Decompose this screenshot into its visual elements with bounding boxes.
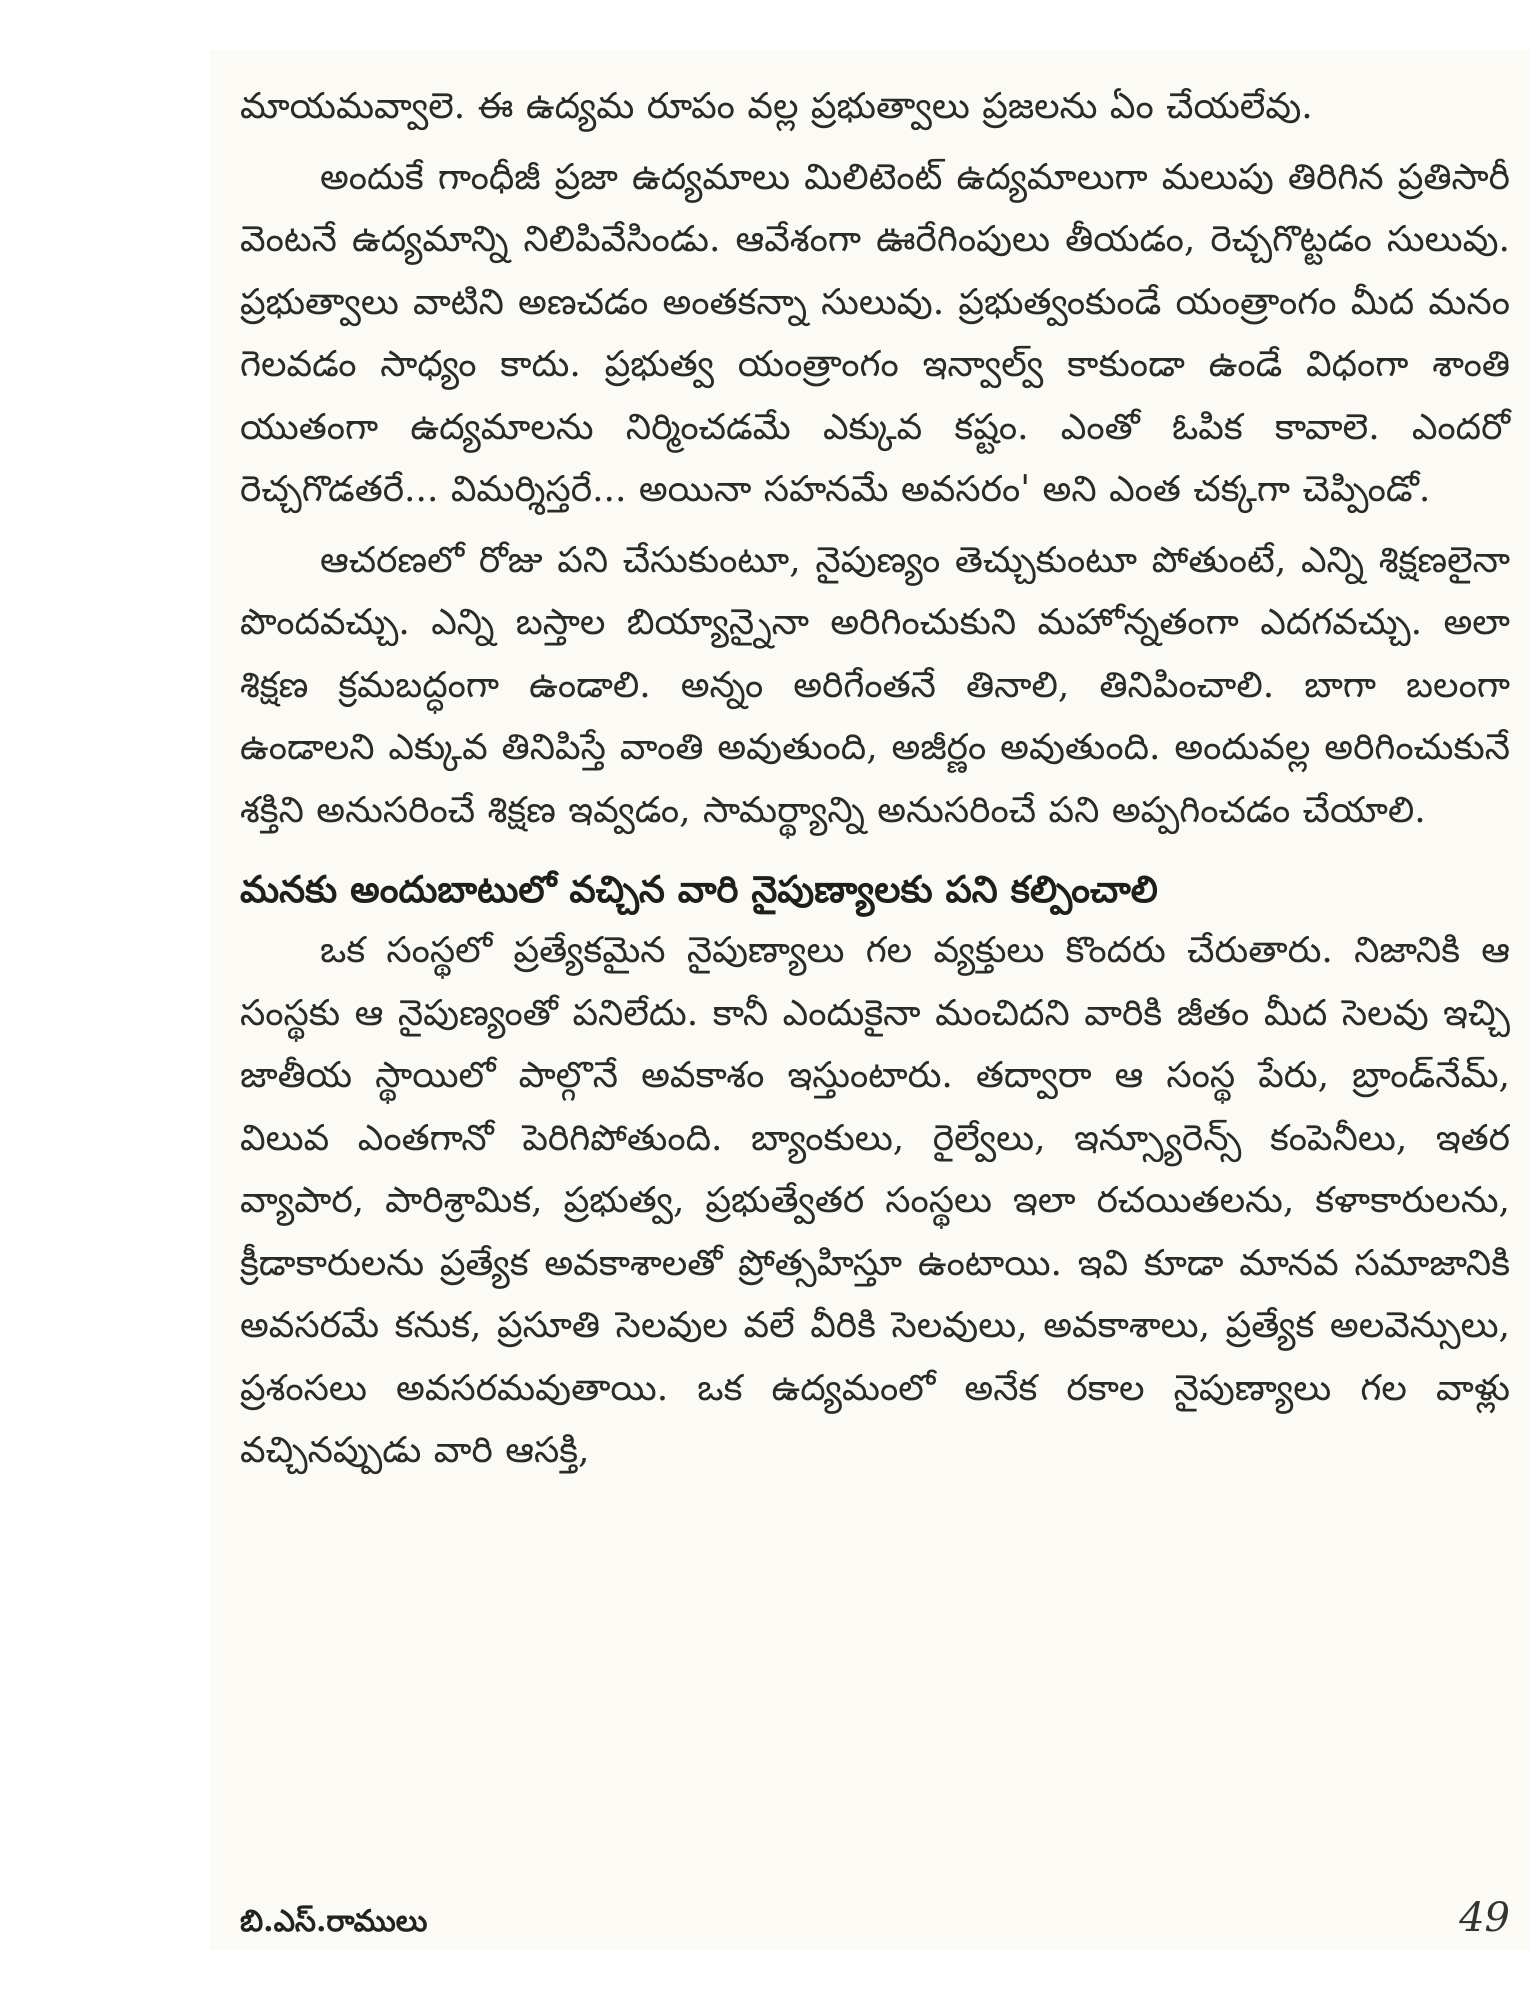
paragraph-4: ఒక సంస్థలో ప్రత్యేకమైన నైపుణ్యాలు గల వ్యక్తులు కొందరు చేరుతారు. నిజానికి ఆ సంస్థకు ఆ నైపుణ్యంతో పనిలేదు. కానీ ఎందుకైనా మంచిదని వారికి జీతం మీద సెలవు ఇచ్చి జాతీయ స్థాయిలో పాల్గొనే అవకాశం ఇస్తుంటారు. తద్వారా ఆ సంస్థ పేరు, బ్రాండ్‌నేమ్, విలువ ఎంతగానో పెరిగిపోతుంది. బ్యాంకులు, రైల్వేలు, ఇన్స్యూరెన్స్ కంపెనీలు, ఇతర వ్యాపార, పారిశ్రామిక, ప్రభుత్వ, ప్రభుత్వేతర సంస్థలు ఇలా రచయితలను, కళాకారులను, క్రీడాకారులను ప్రత్యేక అవకాశాలతో ప్రోత్సహిస్తూ ఉంటాయి. ఇవి కూడా మానవ సమాజానికి అవసరమే కనుక, ప్రసూతి సెలవుల వలే వీరికి సెలవులు, అవకాశాలు, ప్రత్యేక అలవెన్సులు, ప్రశంసలు అవసరమవుతాయి. ఒక ఉద్యమంలో అనేక రకాల నైపుణ్యాలు గల వాళ్లు వచ్చినప్పుడు వారి ఆసక్తి, bbox=[240, 930, 1510, 1471]
book-page bbox=[210, 50, 1530, 1950]
page-number: 49 bbox=[1459, 1895, 1510, 1941]
paragraph-3: ఆచరణలో రోజు పని చేసుకుంటూ, నైపుణ్యం తెచ్చుకుంటూ పోతుంటే, ఎన్ని శిక్షణలైనా పొందవచ్చు. ఎన్ని బస్తాల బియ్యాన్నైనా అరిగించుకుని మహోన్నతంగా ఎదగవచ్చు. అలా శిక్షణ క్రమబద్ధంగా ఉండాలి. అన్నం అరిగేంతనే తినాలి, తినిపించాలి. బాగా బలంగా ఉండాలని ఎక్కువ తినిపిస్తే వాంతి అవుతుంది, అజీర్ణం అవుతుంది. అందువల్ల అరిగించుకునే శక్తిని అనుసరించే శిక్షణ ఇవ్వడం, సామర్థ్యాన్ని అనుసరించే పని అప్పగించడం చేయాలి. bbox=[240, 539, 1510, 831]
section-heading: మనకు అందుబాటులో వచ్చిన వారి నైపుణ్యాలకు పని కల్పించాలి bbox=[240, 867, 1158, 911]
paragraph-2: అందుకే గాంధీజీ ప్రజా ఉద్యమాలు మిలిటెంట్ ఉద్యమాలుగా మలుపు తిరిగిన ప్రతిసారీ వెంటనే ఉద్యమాన్ని నిలిపివేసిండు. ఆవేశంగా ఊరేగింపులు తీయడం, రెచ్చగొట్టడం సులువు. ప్రభుత్వాలు వాటిని అణచడం అంతకన్నా సులువు. ప్రభుత్వంకుండే యంత్రాంగం మీద మనం గెలవడం సాధ్యం కాదు. ప్రభుత్వ యంత్రాంగం ఇన్వాల్వ్ కాకుండా ఉండే విధంగా శాంతి యుతంగా ఉద్యమాలను నిర్మించడమే ఎక్కువ కష్టం. ఎంతో ఓపిక కావాలె. ఎందరో రెచ్చగొడతరే... విమర్శిస్తరే... అయినా సహనమే అవసరం' అని ఎంత చక్కగా చెప్పిండో. bbox=[240, 156, 1510, 510]
page-footer bbox=[240, 1895, 1510, 1955]
author-name: బి.ఎస్.రాములు bbox=[240, 1904, 428, 1939]
paragraph-1: మాయమవ్వాలె. ఈ ఉద్యమ రూపం వల్ల ప్రభుత్వాలు ప్రజలను ఏం చేయలేవు. bbox=[240, 86, 1313, 127]
